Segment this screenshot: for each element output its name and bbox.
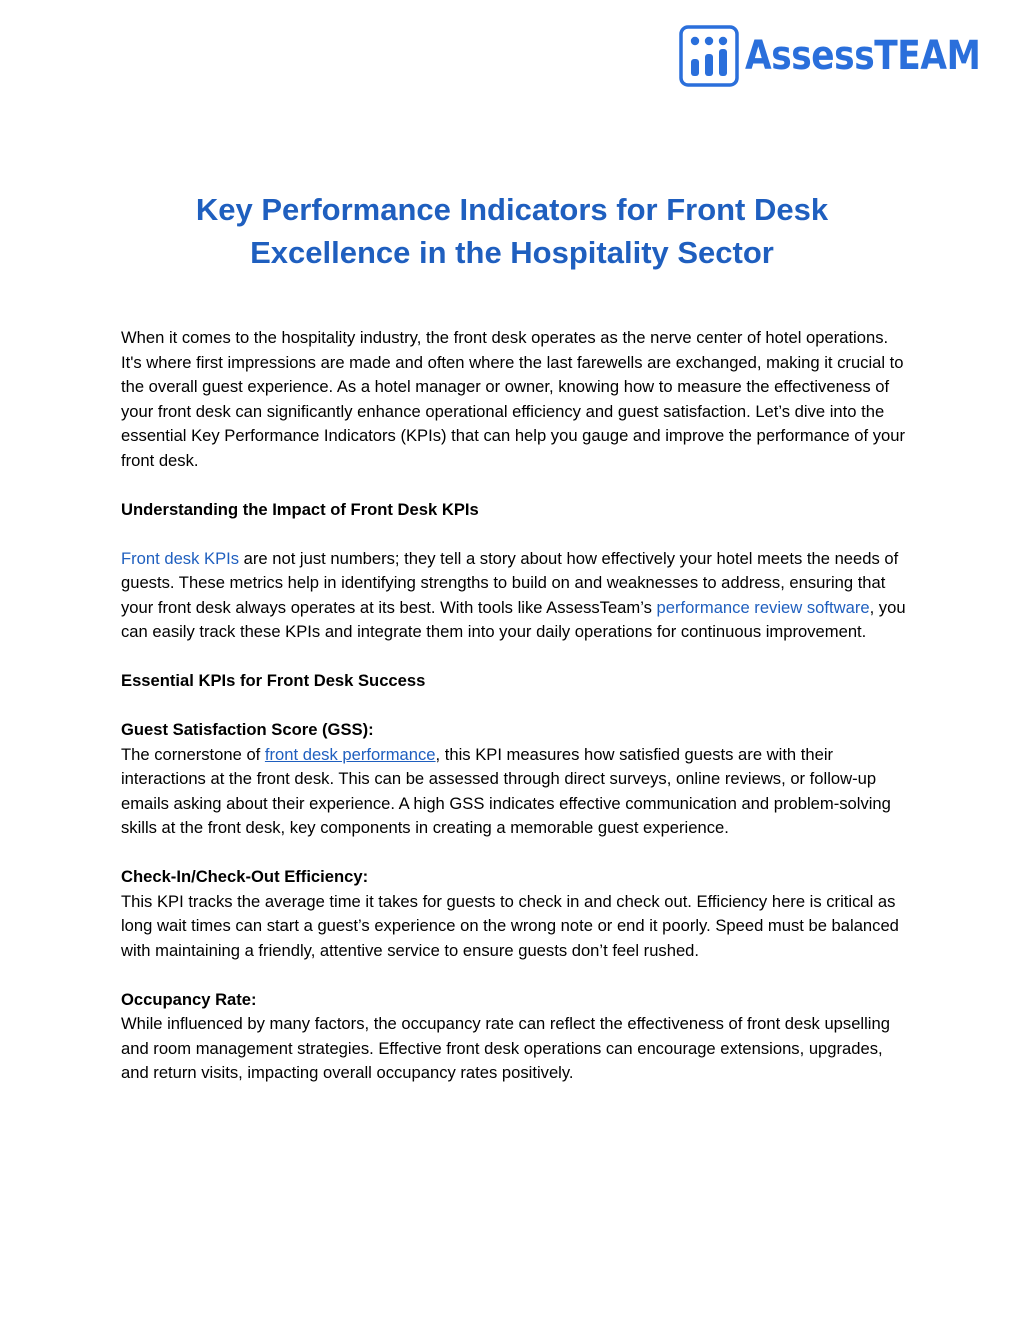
page-title <box>100 188 924 274</box>
impact-text-2: , you can easily track these KPIs and integrate them into your daily operations for continuous improvement. <box>121 597 906 641</box>
section-heading-essential-kpis: Essential KPIs for Front Desk Success <box>121 671 426 690</box>
kpi-text: This KPI tracks the average time it takes for guests to check in and check out. Efficiency here is critical as long wait times can start a guest’s experience on the wrong note or end it poorly. Speed must be balanced with maintaining a friendly, attentive service to ensure guests don’t feel rushed. <box>121 891 899 960</box>
front-desk-kpis-link[interactable]: Front desk KPIs <box>121 548 240 568</box>
kpi-heading: Guest Satisfaction Score (GSS): <box>121 720 374 739</box>
kpi-heading: Check-In/Check-Out Efficiency: <box>121 867 369 886</box>
bar-chart-logo-icon <box>679 25 739 87</box>
intro-paragraph: When it comes to the hospitality industry, the front desk operates as the nerve center of hotel operations. It's where first impressions are made and often where the last farewells are exchanged, making it crucial to the overall guest experience. As a hotel manager or owner, knowing how to measure the effectiveness of your front desk can significantly enhance operational efficiency and guest satisfaction. Let’s dive into the essential Key Performance Indicators (KPIs) that can help you gauge and improve the performance of your front desk. <box>121 328 906 470</box>
front-desk-performance-link[interactable]: front desk performance <box>264 744 436 764</box>
article-body <box>121 326 911 1110</box>
kpi-text: , this KPI measures how satisfied guests are with their interactions at the front desk. This can be assessed through direct surveys, online reviews, or follow-up emails asking about their experience. A high GSS indicates effective communication and problem-solving skills at the front desk, key components in creating a memorable guest experience. <box>121 744 891 837</box>
kpi-text: While influenced by many factors, the occupancy rate can reflect the effectiveness of front desk upselling and room management strategies. Effective front desk operations can encourage extensions, upgrades, and return visits, impacting overall occupancy rates positively. <box>121 1014 890 1082</box>
brand-name: AssessTEAM <box>745 33 981 79</box>
kpi-text: The cornerstone of <box>121 744 265 764</box>
kpi-occupancy-rate <box>121 988 911 1086</box>
brand-logo <box>679 24 1019 88</box>
impact-text-1: are not just numbers; they tell a story about how effectively your hotel meets the needs of guests. These metrics help in identifying strengths to build on and weaknesses to address, ensuring that your front desk always operates at its best. With tools like AssessTeam’s <box>121 548 899 617</box>
impact-paragraph <box>121 547 911 645</box>
performance-review-software-link[interactable]: performance review software <box>656 597 870 617</box>
section-heading-impact: Understanding the Impact of Front Desk KPIs <box>121 499 479 519</box>
kpi-check-in-efficiency <box>121 865 911 963</box>
page-title-line-2: Excellence in the Hospitality Sector <box>250 235 774 270</box>
page-title-line-1: Key Performance Indicators for Front Desk <box>195 192 829 227</box>
kpi-guest-satisfaction <box>121 718 911 841</box>
kpi-heading: Occupancy Rate: <box>121 989 257 1009</box>
